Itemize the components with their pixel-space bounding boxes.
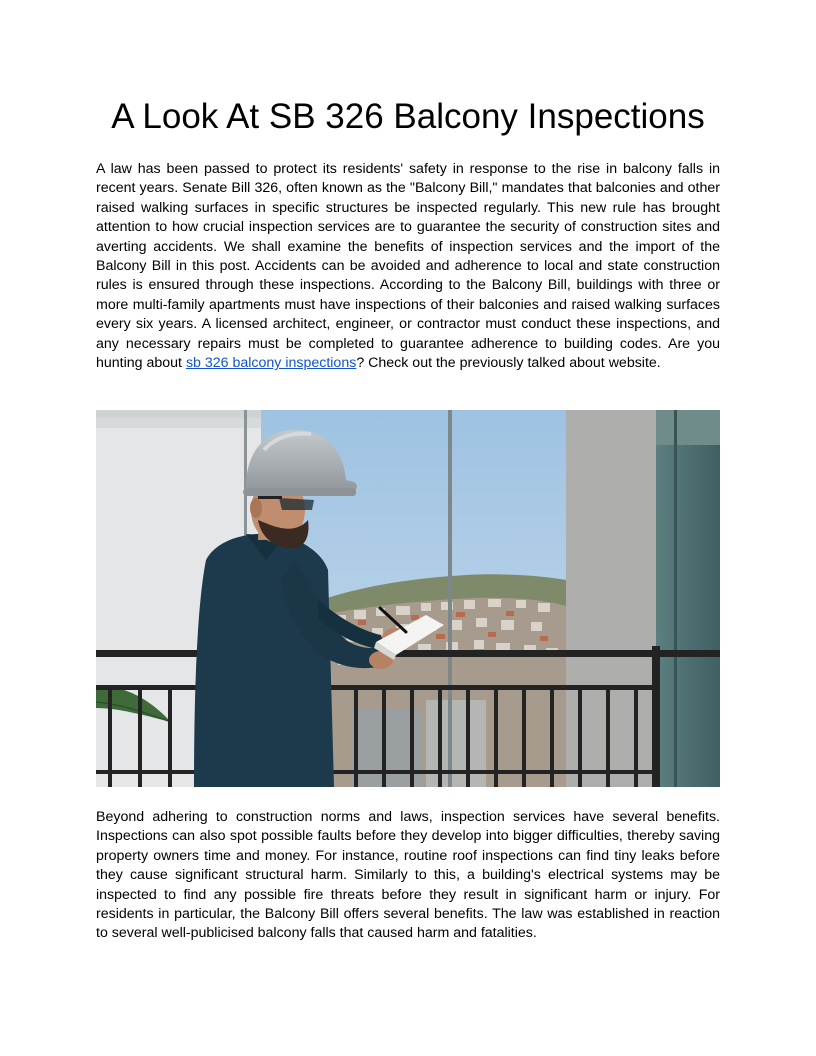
inspector-photo <box>96 410 720 787</box>
intro-text: A law has been passed to protect its residents' safety in response to the rise in balcony falls in recent years. Senate Bill 326, often known as the "Balcony Bill," mandates that balconies and other raised walking surfaces in specific structures be inspected regularly. This new rule has brought attention to how crucial inspection services are to guarantee the security of construction sites and averting accidents. We shall examine the benefits of inspection services and the import of the Balcony Bill in this post. Accidents can be avoided and adherence to local and state construction rules is ensured through these inspections. According to the Balcony Bill, buildings with three or more multi-family apartments must have inspections of their balconies and raised walking surfaces every six years. A licensed architect, engineer, or contractor must conduct these inspections, and any necessary repairs must be completed to guarantee adherence to building codes. Are you hunting about <box>96 161 720 372</box>
intro-text-end: ? Check out the previously talked about website. <box>356 355 661 372</box>
page-title: A Look At SB 326 Balcony Inspections <box>111 97 705 136</box>
glass-panel <box>656 410 720 787</box>
sb326-link[interactable]: sb 326 balcony inspections <box>185 355 357 372</box>
intro-paragraph <box>96 160 720 373</box>
benefits-paragraph: Beyond adhering to construction norms and laws, inspection services have several benefits. Inspections can also spot possible faults before they develop into bigger difficulties, thereby saving property owners time and money. For instance, routine roof inspections can find tiny leaks before they cause significant structural harm. Similarly to this, a building's electrical systems may be inspected to find any possible fire threats before they result in significant harm or injury. For residents in particular, the Balcony Bill offers several benefits. The law was established in reaction to several well-publicised balcony falls that caused harm and fatalities. <box>96 809 720 942</box>
